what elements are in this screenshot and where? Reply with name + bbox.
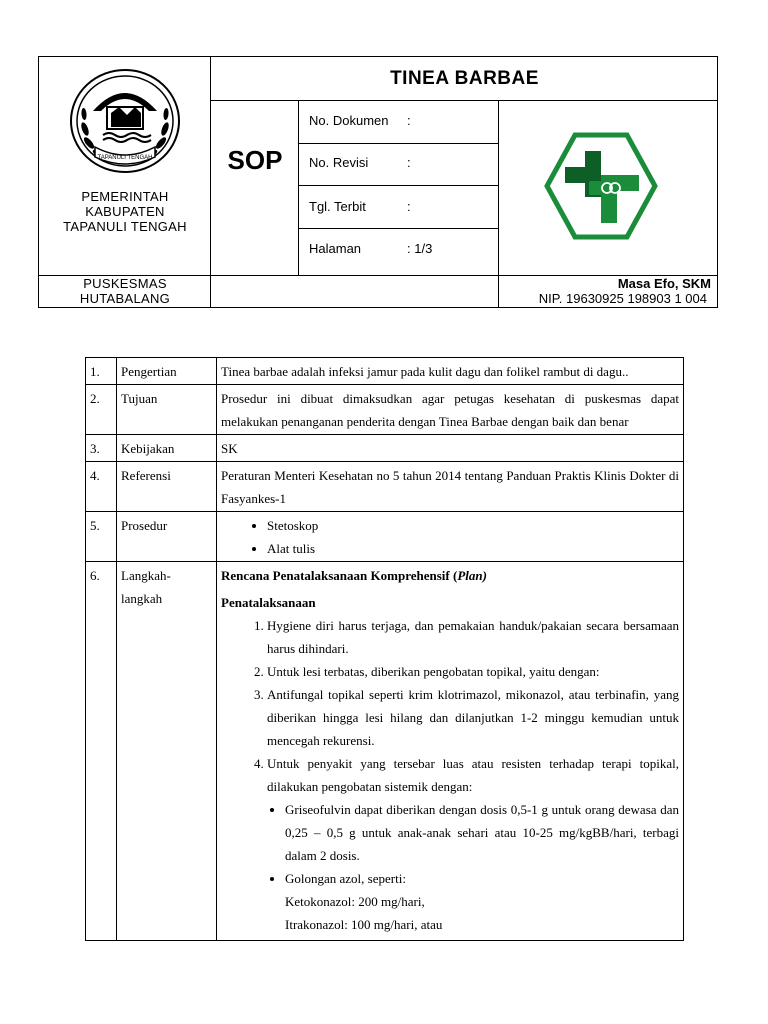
kemenkes-logo	[541, 131, 661, 241]
field-value: :	[407, 113, 411, 128]
row-number: 2.	[86, 385, 117, 435]
seal-ribbon-text: TAPANULI TENGAH	[97, 155, 153, 161]
row-label-line: Langkah-	[121, 568, 171, 583]
field-no-revisi	[309, 155, 411, 170]
signer-nip: NIP. 19630925 198903 1 004	[538, 291, 707, 306]
row-label: Prosedur	[117, 512, 217, 562]
field-value: :	[407, 199, 411, 214]
row-text: Tinea barbae adalah infeksi jamur pada kulit dagu dan folikel rambut di dagu..	[217, 358, 684, 385]
table-row	[86, 358, 684, 385]
row-text	[217, 512, 684, 562]
step-text: Untuk penyakit yang tersebar luas atau resisten terhadap terapi topikal, dilakukan pengobatan sistemik dengan:	[267, 756, 679, 794]
row-number: 4.	[86, 462, 117, 512]
table-row	[86, 512, 684, 562]
row-text	[217, 562, 684, 941]
header-divider	[299, 228, 498, 229]
list-item: • Alat tulis	[267, 537, 679, 560]
section-heading-main: Rencana Penatalaksanaan Komprehensif (	[221, 568, 458, 583]
header-divider	[299, 185, 498, 186]
signer-name: Masa Efo, SKM	[617, 276, 711, 291]
prosedur-list	[221, 514, 679, 560]
row-label: Kebijakan	[117, 435, 217, 462]
row-number: 5.	[86, 512, 117, 562]
row-label: Tujuan	[117, 385, 217, 435]
step-item	[267, 752, 679, 936]
table-row	[86, 462, 684, 512]
sub-item	[285, 867, 679, 936]
row-number: 6.	[86, 562, 117, 941]
puskesmas-line: HUTABALANG	[79, 291, 171, 306]
row-label-line: langkah	[121, 591, 163, 606]
government-name	[39, 189, 211, 234]
field-label: No. Revisi	[309, 155, 369, 170]
row-label	[117, 562, 217, 941]
field-label: No. Dokumen	[309, 113, 389, 128]
step-item: 1. Hygiene diri harus terjaga, dan pemakaian handuk/pakaian secara bersamaan harus dihindari.	[267, 614, 679, 660]
row-text: Prosedur ini dibuat dimaksudkan agar petugas kesehatan di puskesmas dapat melakukan penanganan penderita dengan Tinea Barbae dengan baik dan benar	[217, 385, 684, 435]
government-line: TAPANULI TENGAH	[63, 219, 187, 234]
document-title: TINEA BARBAE	[390, 68, 539, 89]
sub-item: • Griseofulvin dapat diberikan dengan dosis 0,5-1 g untuk orang dewasa dan 0,25 – 0,5 g untuk anak-anak sehari atau 10-25 mg/kgBB/hari, terbagi dalam 2 dosis.	[285, 798, 679, 867]
azol-line: Itrakonazol: 100 mg/hari, atau	[285, 917, 443, 932]
field-no-dokumen	[309, 113, 411, 128]
field-label: Tgl. Terbit	[309, 199, 366, 214]
row-number: 1.	[86, 358, 117, 385]
tapanuli-tengah-seal	[69, 67, 181, 175]
field-tgl-terbit	[309, 199, 411, 214]
row-text: SK	[217, 435, 684, 462]
document-header	[38, 56, 718, 308]
government-line: PEMERINTAH	[81, 189, 169, 204]
row-label: Referensi	[117, 462, 217, 512]
section-subheading: Penatalaksanaan	[221, 595, 316, 610]
field-label: Halaman	[309, 241, 362, 256]
field-halaman	[309, 241, 432, 256]
puskesmas-line: PUSKESMAS	[83, 276, 167, 291]
list-item: • Stetoskop	[267, 514, 679, 537]
row-number: 3.	[86, 435, 117, 462]
table-row	[86, 562, 684, 941]
step-item: 3. Antifungal topikal seperti krim klotrimazol, mikonazol, atau terbinafin, yang diberikan hingga lesi hilang dan dilanjutkan 1-2 minggu kemudian untuk mencegah rekurensi.	[267, 683, 679, 752]
header-divider	[298, 101, 299, 276]
row-text: Peraturan Menteri Kesehatan no 5 tahun 2014 tentang Panduan Praktis Klinis Dokter di Fasyankes-1	[217, 462, 684, 512]
header-divider	[498, 101, 499, 308]
table-row	[86, 435, 684, 462]
section-heading	[221, 564, 679, 587]
steps-list	[221, 614, 679, 936]
row-label: Pengertian	[117, 358, 217, 385]
sop-label: SOP	[227, 145, 283, 175]
sub-item-text: • Golongan azol, seperti:	[285, 871, 406, 886]
field-value: : 1/3	[407, 241, 433, 256]
header-divider	[299, 143, 498, 144]
puskesmas-name	[39, 276, 211, 306]
sub-list	[267, 798, 679, 936]
step-item: 2. Untuk lesi terbatas, diberikan pengobatan topikal, yaitu dengan:	[267, 660, 679, 683]
azol-line: Ketokonazol: 200 mg/hari,	[285, 894, 425, 909]
section-heading-italic: Plan)	[457, 568, 487, 583]
field-value: :	[407, 155, 411, 170]
table-row	[86, 385, 684, 435]
government-line: KABUPATEN	[85, 204, 165, 219]
sop-content-table	[85, 357, 684, 941]
